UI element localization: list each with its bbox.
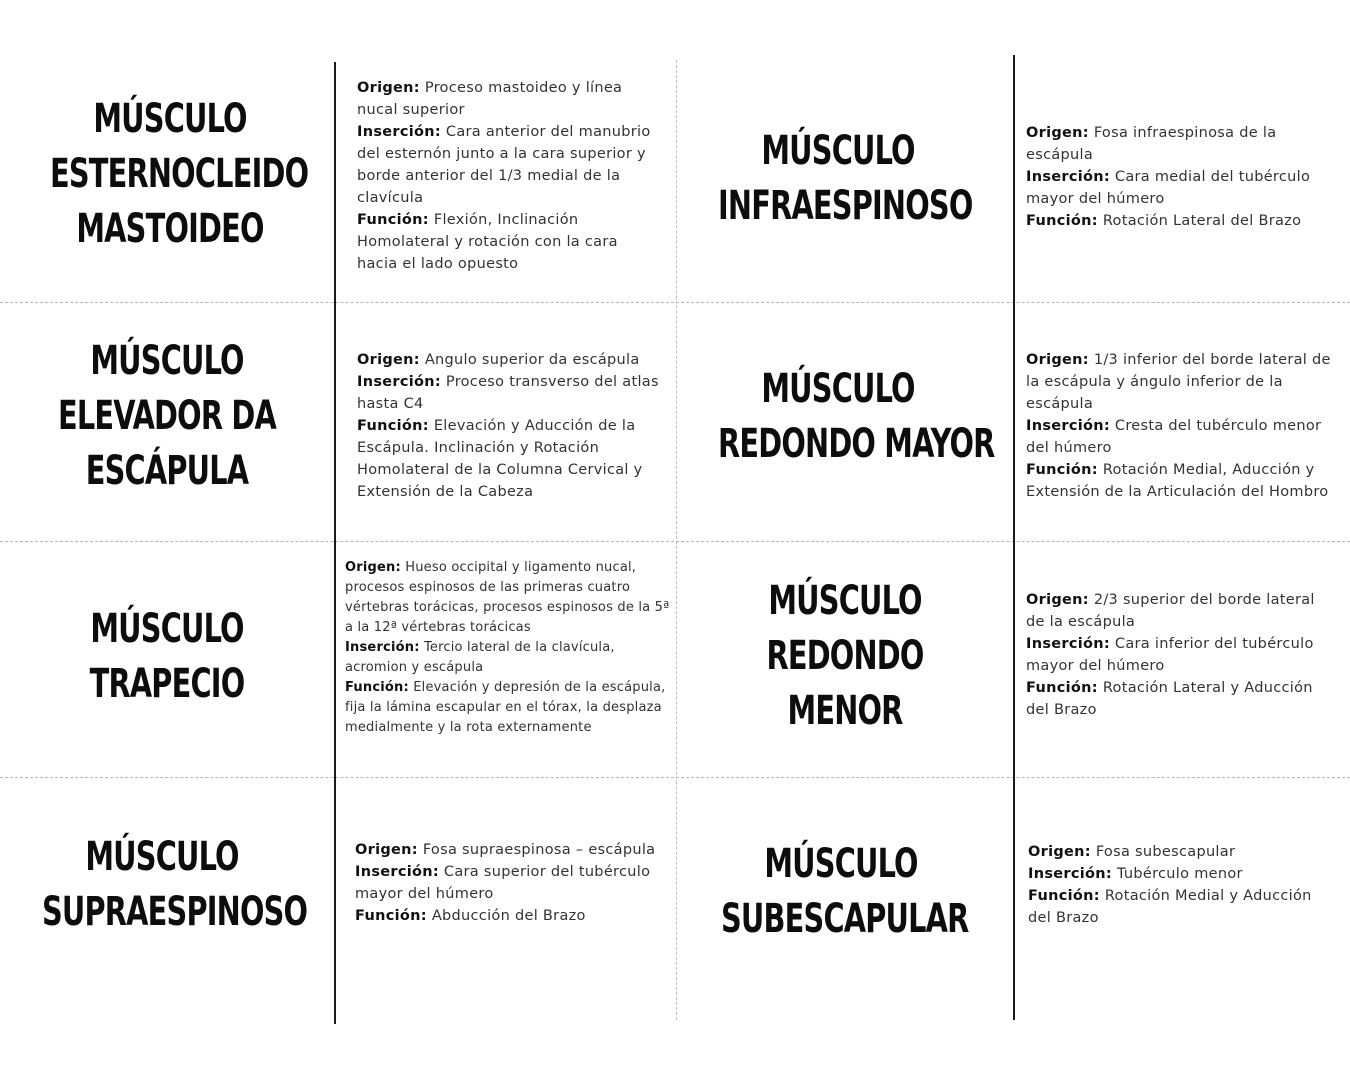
- muscle-title-redondo-menor: [725, 574, 965, 739]
- title-line: MÚSCULO: [90, 338, 244, 384]
- row-divider: [0, 302, 1350, 303]
- function-field: Función: Elevación y Aducción de la Escápula. Inclinación y Rotación Homolateral de la Columna Cervical y Extensión de la Cabeza: [357, 418, 643, 500]
- title-line: MÚSCULO: [761, 128, 915, 174]
- title-line: MÚSCULO: [764, 841, 918, 887]
- title-line: MÚSCULO: [93, 96, 247, 142]
- function-field: Función: Rotación Medial y Aducción del Brazo: [1028, 888, 1312, 926]
- origin-field: Origen: Angulo superior da escápula: [357, 352, 640, 368]
- insertion-field: Inserción: Cresta del tubérculo menor del húmero: [1026, 418, 1322, 456]
- origin-field: Origen: Fosa subescapular: [1028, 844, 1236, 860]
- muscle-title-trapecio: [47, 602, 287, 712]
- origin-field: Origen: Fosa infraespinosa de la escápula: [1026, 125, 1277, 163]
- function-field: Función: Flexión, Inclinación Homolateral y rotación con la cara hacia el lado opuesto: [357, 212, 618, 272]
- title-line: MENOR: [787, 688, 903, 734]
- title-line: REDONDO MAYOR: [718, 421, 995, 467]
- insertion-field: Inserción: Tubérculo menor: [1028, 866, 1243, 882]
- fold-line-left: [334, 62, 336, 1024]
- muscle-description: [1026, 349, 1341, 503]
- title-line: MASTOIDEO: [76, 206, 264, 252]
- origin-field: Origen: 1/3 inferior del borde lateral de la escápula y ángulo inferior de la escápula: [1026, 352, 1331, 412]
- insertion-field: Inserción: Tercio lateral de la clavícula, acromion y escápula: [345, 640, 615, 675]
- function-field: Función: Elevación y depresión de la escápula, fija la lámina escapular en el tórax, la desplaza medialmente y la rota externamente: [345, 680, 666, 735]
- muscle-title-infraespinoso: [718, 124, 973, 234]
- insertion-field: Inserción: Cara superior del tubérculo mayor del húmero: [355, 864, 651, 902]
- muscle-title-subescapular: [721, 837, 969, 947]
- title-line: SUPRAESPINOSO: [42, 889, 308, 935]
- origin-field: Origen: 2/3 superior del borde lateral de la escápula: [1026, 592, 1315, 630]
- title-line: SUBESCAPULAR: [721, 896, 969, 942]
- insertion-field: Inserción: Proceso transverso del atlas hasta C4: [357, 374, 659, 412]
- origin-field: Origen: Fosa supraespinosa – escápula: [355, 842, 656, 858]
- column-divider: [676, 60, 677, 1020]
- function-field: Función: Rotación Lateral del Brazo: [1026, 213, 1302, 229]
- fold-line-right: [1013, 55, 1015, 1020]
- muscle-description: [345, 558, 671, 738]
- title-line: INFRAESPINOSO: [718, 183, 973, 229]
- title-line: MÚSCULO: [768, 578, 922, 624]
- title-line: TRAPECIO: [89, 661, 245, 707]
- muscle-title-esternocleidomastoideo: [50, 92, 309, 257]
- row-divider: [0, 541, 1350, 542]
- title-line: MÚSCULO: [761, 366, 915, 412]
- title-line: MÚSCULO: [90, 606, 244, 652]
- muscle-description: [357, 77, 662, 275]
- function-field: Función: Abducción del Brazo: [355, 908, 586, 924]
- function-field: Función: Rotación Medial, Aducción y Extensión de la Articulación del Hombro: [1026, 462, 1329, 500]
- insertion-field: Inserción: Cara anterior del manubrio del esternón junto a la cara superior y borde anterior del 1/3 medial de la clavícula: [357, 124, 651, 206]
- muscle-description: [357, 349, 662, 503]
- function-field: Función: Rotación Lateral y Aducción del Brazo: [1026, 680, 1313, 718]
- insertion-field: Inserción: Cara inferior del tubérculo mayor del húmero: [1026, 636, 1314, 674]
- title-line: ESCÁPULA: [85, 448, 249, 494]
- muscle-title-redondo-mayor: [718, 362, 995, 472]
- muscle-description: [1026, 589, 1331, 721]
- origin-field: Origen: Hueso occipital y ligamento nucal, procesos espinosos de las primeras cuatro vértebras torácicas, procesos espinosos de la 5ª a la 12ª vértebras torácicas: [345, 560, 670, 635]
- muscle-description: [1026, 122, 1338, 232]
- muscle-description: [355, 839, 660, 927]
- row-divider: [0, 777, 1350, 778]
- insertion-field: Inserción: Cara medial del tubérculo mayor del húmero: [1026, 169, 1311, 207]
- muscle-description: [1028, 841, 1333, 929]
- title-line: REDONDO: [766, 633, 924, 679]
- title-line: ELEVADOR DA: [57, 393, 277, 439]
- title-line: MÚSCULO: [85, 834, 239, 880]
- muscle-title-supraespinoso: [42, 830, 308, 940]
- muscle-title-elevador: [47, 334, 287, 499]
- title-line: ESTERNOCLEIDO: [50, 151, 309, 197]
- origin-field: Origen: Proceso mastoideo y línea nucal superior: [357, 80, 623, 118]
